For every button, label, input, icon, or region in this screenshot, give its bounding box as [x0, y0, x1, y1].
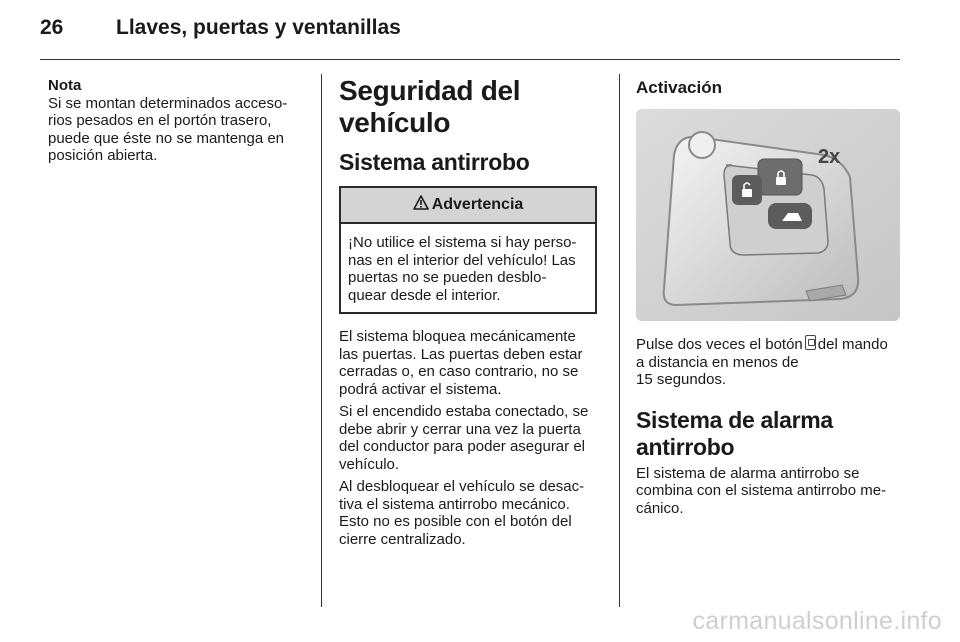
- paragraph: [339, 403, 609, 473]
- header-rule: [40, 59, 900, 60]
- paragraph: [339, 478, 609, 548]
- activation-instruction: [636, 335, 908, 389]
- note-heading: Nota: [48, 77, 82, 94]
- page-number: 26: [40, 16, 64, 39]
- column-divider-left: [321, 74, 322, 607]
- text-line: Esto no es posible con el botón del: [339, 513, 572, 530]
- text-line: El sistema de alarma antirrobo se: [636, 464, 860, 482]
- running-title: Llaves, puertas y ventanillas: [116, 16, 401, 39]
- alarm-heading-line: Sistema de alarma: [636, 406, 833, 433]
- text-line: Si el encendido estaba conectado, se: [339, 403, 589, 420]
- warning-line: puertas no se pueden desblo-: [348, 269, 547, 286]
- alarm-heading-line: antirrobo: [636, 433, 735, 460]
- warning-line: nas en el interior del vehículo! Las: [348, 251, 576, 269]
- activation-heading: Activación: [636, 78, 722, 97]
- warning-header: [341, 188, 595, 224]
- note-line: rios pesados en el portón trasero,: [48, 112, 272, 129]
- instruction-text: Pulse dos veces el botón: [636, 336, 803, 353]
- note-line: puede que éste no se mantenga en: [48, 129, 285, 147]
- middle-column: [339, 75, 609, 553]
- alarm-paragraph: [636, 465, 908, 518]
- column-divider-right: [619, 74, 620, 607]
- text-line: cierre centralizado.: [339, 530, 466, 548]
- alarm-heading: [636, 407, 908, 461]
- text-line: debe abrir y cerrar una vez la puerta: [339, 420, 581, 438]
- paragraph: [339, 328, 609, 398]
- text-line: cerradas o, en caso contrario, no se: [339, 363, 579, 380]
- instruction-text: del mando: [817, 336, 888, 353]
- warning-title: Advertencia: [431, 196, 524, 214]
- text-line: combina con el sistema antirrobo me-: [636, 482, 887, 499]
- instruction-text: 15 segundos.: [636, 371, 727, 388]
- key-fob-illustration: [636, 109, 900, 321]
- left-column: [48, 77, 310, 165]
- text-line: cánico.: [636, 499, 684, 517]
- note-line: Si se montan determinados acceso-: [48, 94, 288, 112]
- press-count-label: 2x: [818, 146, 841, 168]
- watermark: carmanualsonline.info: [692, 607, 942, 635]
- warning-box: [339, 186, 597, 314]
- text-line: El sistema bloquea mecánicamente: [339, 328, 576, 345]
- text-line: Al desbloquear el vehículo se desac-: [339, 478, 585, 495]
- subsection-heading: Sistema antirrobo: [339, 149, 530, 175]
- warning-triangle-icon: [413, 195, 429, 215]
- note-line: posición abierta.: [48, 147, 158, 164]
- text-line: podrá activar el sistema.: [339, 380, 502, 398]
- lock-button-icon: [805, 335, 816, 350]
- text-line: vehículo.: [339, 455, 400, 473]
- right-column: [636, 77, 908, 517]
- key-ring-lug: [689, 132, 715, 158]
- text-line: del conductor para poder asegurar el: [339, 438, 585, 455]
- text-line: las puertas. Las puertas deben estar: [339, 345, 583, 363]
- warning-line: ¡No utilice el sistema si hay perso-: [348, 234, 577, 251]
- instruction-text: a distancia en menos de: [636, 353, 799, 371]
- warning-body: [341, 224, 595, 312]
- warning-line: quear desde el interior.: [348, 286, 501, 304]
- text-line: tiva el sistema antirrobo mecánico.: [339, 495, 570, 513]
- section-heading: Seguridad del vehículo: [339, 75, 521, 138]
